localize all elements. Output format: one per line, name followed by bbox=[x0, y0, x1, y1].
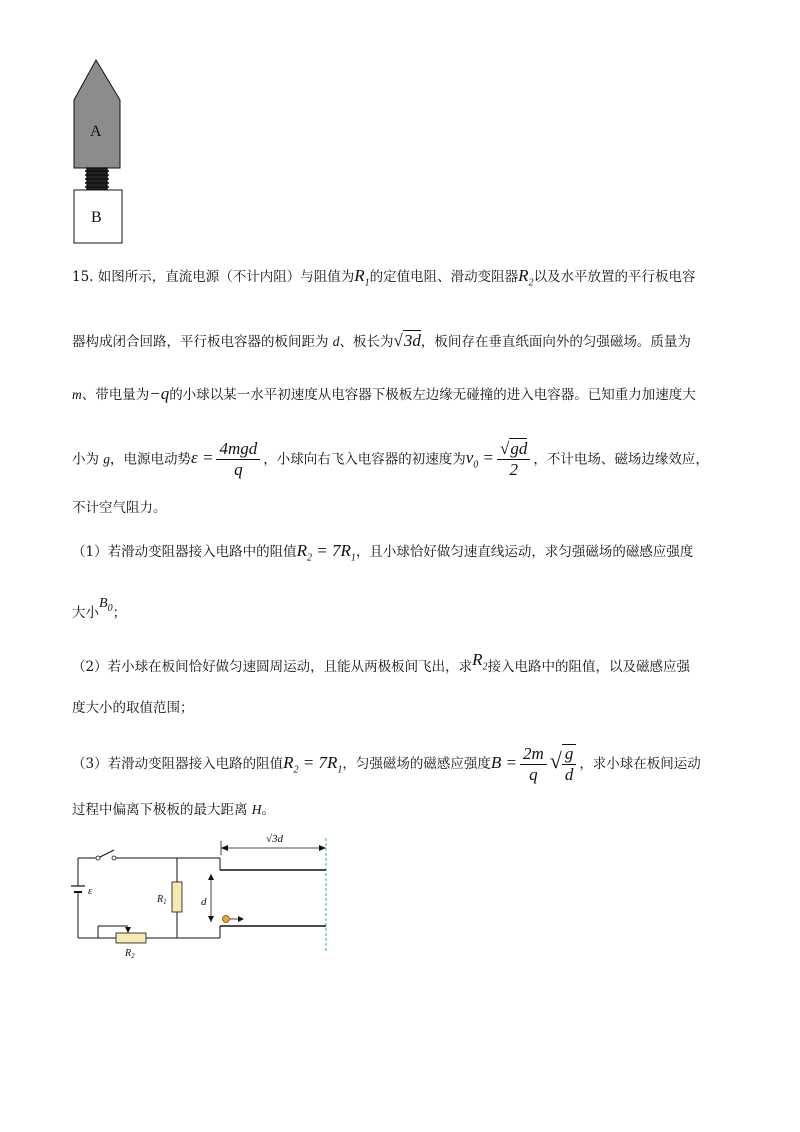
text: （3）若滑动变阻器接入电路的阻值 bbox=[72, 755, 284, 772]
r1-label: $R_1$ bbox=[157, 894, 167, 906]
text: ，且小球恰好做匀速直线运动，求匀强磁场的磁感应强度 bbox=[355, 544, 694, 560]
text: 。 bbox=[261, 802, 276, 818]
d-symbol: d bbox=[332, 334, 340, 349]
emf-label: ε bbox=[88, 885, 93, 897]
text: 过程中偏离下极板的最大距离 bbox=[72, 802, 252, 818]
problem-line-2 bbox=[72, 330, 732, 353]
switch-contact bbox=[96, 856, 100, 860]
text: 的定值电阻、滑动变阻器 bbox=[369, 269, 519, 285]
spring bbox=[85, 168, 109, 190]
rheostat-r2 bbox=[116, 933, 146, 943]
resistor-r1 bbox=[172, 882, 182, 912]
m-symbol: m bbox=[72, 387, 82, 402]
h-symbol: H bbox=[251, 802, 262, 817]
question-3-line-2 bbox=[72, 799, 732, 821]
r2-symbol: $R_2$ bbox=[518, 266, 534, 289]
text: 、带电量为 bbox=[81, 387, 150, 403]
top-figure bbox=[70, 58, 130, 248]
rheostat-slider-arrow[interactable] bbox=[125, 927, 131, 933]
text: 器构成闭合回路，平行板电容器的板间距为 bbox=[72, 334, 333, 350]
text: 小为 bbox=[72, 451, 104, 468]
question-2-line-1 bbox=[72, 650, 732, 684]
text: 如图所示，直流电源（不计内阻）与阻值为 bbox=[97, 269, 355, 285]
text: 接入电路中的阻值，以及磁感应强 bbox=[487, 659, 690, 675]
text: 以及水平放置的平行板电容 bbox=[533, 269, 696, 285]
r2-eq-7r1: $R_2 = 7R_1$ bbox=[283, 752, 343, 776]
question-3-line-1 bbox=[72, 744, 732, 784]
text: 度大小的取值范围； bbox=[72, 700, 194, 716]
label-b: B bbox=[91, 209, 102, 226]
text: ，求小球在板间运动 bbox=[579, 755, 701, 772]
text: 的小球以某一水平初速度从电容器下极板左边缘无碰撞的进入电容器。已知重力加速度大 bbox=[169, 387, 696, 403]
emf-expr: ε = $\frac{\text{4mgd}}{q}$ bbox=[191, 448, 263, 467]
length-arrow-left bbox=[221, 845, 228, 851]
length-arrow-right bbox=[319, 845, 326, 851]
sqrt3d-expr: √3d bbox=[393, 331, 421, 350]
switch-blade[interactable] bbox=[98, 850, 114, 858]
text: ，匀强磁场的磁感应强度 bbox=[342, 755, 491, 772]
b-expr: B = $\frac{2m}{q}$ √ $\frac{g}{d}$ bbox=[491, 753, 579, 772]
label-a: A bbox=[90, 123, 102, 140]
b0-symbol: $B_0$ bbox=[99, 596, 113, 614]
circuit-diagram bbox=[70, 828, 340, 960]
r2-eq-7r1: $R_2 = 7R_1$ bbox=[296, 541, 356, 564]
text: ； bbox=[112, 605, 127, 621]
text: 大小 bbox=[72, 605, 99, 621]
text: 不计空气阻力。 bbox=[72, 500, 167, 516]
problem-number: 15. bbox=[72, 269, 94, 285]
switch-contact bbox=[112, 856, 116, 860]
g-symbol: g bbox=[103, 451, 111, 467]
question-1-line-1 bbox=[72, 540, 732, 569]
charged-ball bbox=[223, 916, 230, 923]
text: ，不计电场、磁场边缘效应， bbox=[533, 451, 709, 468]
problem-line-3 bbox=[72, 383, 732, 406]
wires bbox=[78, 858, 220, 938]
r2-label: $R_2$ bbox=[125, 948, 135, 960]
text: 、板长为 bbox=[339, 334, 394, 350]
neg-q-symbol: −q bbox=[149, 384, 170, 403]
body-a bbox=[74, 60, 120, 168]
text: ，电源电动势 bbox=[110, 451, 192, 468]
text: ，板间存在垂直纸面向外的匀强磁场。质量为 bbox=[420, 334, 691, 350]
question-2-line-2 bbox=[72, 697, 732, 719]
problem-line-4 bbox=[72, 440, 732, 479]
text: （1）若滑动变阻器接入电路中的阻值 bbox=[72, 544, 297, 560]
r1-symbol: $R_1$ bbox=[354, 266, 370, 289]
gap-label: d bbox=[201, 896, 207, 908]
question-1-line-2 bbox=[72, 596, 732, 630]
text: ，小球向右飞入电容器的初速度为 bbox=[263, 451, 466, 468]
problem-line-5 bbox=[72, 497, 732, 519]
problem-line-1 bbox=[72, 265, 732, 294]
text: （2）若小球在板间恰好做匀速圆周运动，且能从两极板间飞出，求 bbox=[72, 659, 473, 675]
length-label: √3d bbox=[266, 833, 284, 845]
v0-expr: $v_0$ = $\frac{√gd}{2}$ bbox=[466, 448, 534, 467]
r2-symbol: $R_2$ bbox=[472, 650, 488, 673]
